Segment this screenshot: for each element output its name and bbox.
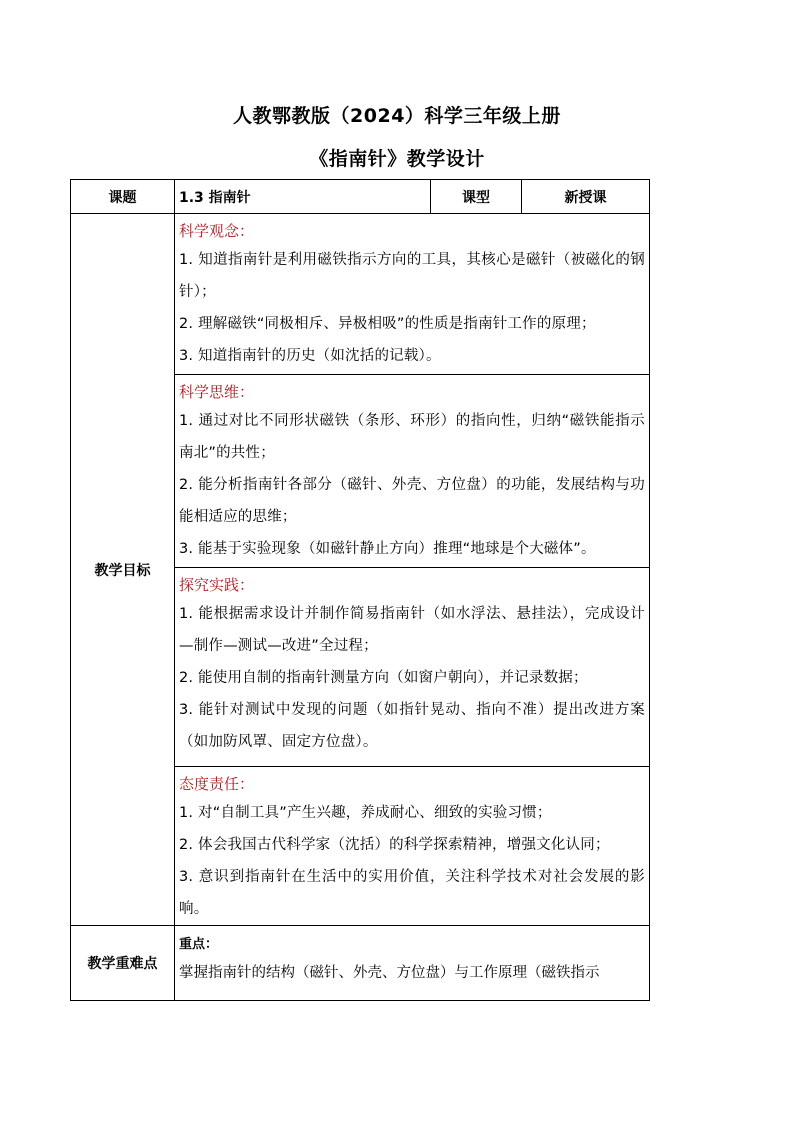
- list-item: 1. 对“自制工具”产生兴趣，养成耐心、细致的实验习惯；: [179, 805, 552, 821]
- list-item: 3. 能针对测试中发现的问题（如指针晃动、指向不准）提出改进方案（如加防风罩、固定方位盘）。: [179, 702, 645, 750]
- section-heading: 科学观念：: [179, 222, 255, 240]
- list-item: 3. 能基于实验现象（如磁针静止方向）推理“地球是个大磁体”。: [179, 541, 596, 557]
- lesson-plan-table: [70, 179, 650, 1001]
- list-item: 3. 意识到指南针在生活中的实用价值，关注科学技术对社会发展的影响。: [179, 869, 645, 917]
- key-points-cell: [175, 926, 650, 1001]
- key-points-row: [71, 926, 650, 1001]
- list-item: 2. 体会我国古代科学家（沈括）的科学探索精神，增强文化认同；: [179, 837, 610, 853]
- type-value: 新授课: [522, 180, 650, 214]
- section-attitude-responsibility: [175, 767, 650, 926]
- section-heading: 科学思维：: [179, 383, 255, 401]
- list-item: 2. 理解磁铁“同极相斥、异极相吸”的性质是指南针工作的原理；: [179, 316, 596, 332]
- key-points-heading: 重点：: [179, 937, 219, 952]
- section-heading: 探究实践：: [179, 576, 255, 594]
- objectives-row-science-concepts: [71, 214, 650, 375]
- list-item: 1. 通过对比不同形状磁铁（条形、环形）的指向性，归纳“磁铁能指示南北”的共性；: [179, 413, 645, 461]
- topic-value: 1.3 指南针: [175, 180, 431, 214]
- document-subtitle: 《指南针》教学设计: [309, 148, 485, 170]
- list-item: 2. 能分析指南针各部分（磁针、外壳、方位盘）的功能，发展结构与功能相适应的思维；: [179, 477, 645, 525]
- objectives-label: 教学目标: [71, 214, 175, 926]
- topic-label: 课题: [71, 180, 175, 214]
- list-item: 1. 知道指南针是利用磁铁指示方向的工具，其核心是磁针（被磁化的钢针）；: [179, 252, 645, 300]
- list-item: 1. 能根据需求设计并制作简易指南针（如水浮法、悬挂法），完成设计—制作—测试—改进”全过程；: [179, 606, 645, 654]
- list-item: 2. 能使用自制的指南针测量方向（如窗户朝向），并记录数据；: [179, 670, 588, 686]
- section-heading: 态度责任：: [179, 775, 255, 793]
- section-science-thinking: [175, 375, 650, 568]
- key-points-label: 教学重难点: [71, 926, 175, 1001]
- document-title: 人教鄂教版（2024）科学三年级上册: [233, 105, 561, 127]
- section-science-concepts: [175, 214, 650, 375]
- list-item: 3. 知道指南针的历史（如沈括的记载）。: [179, 348, 441, 364]
- type-label: 课型: [431, 180, 522, 214]
- section-inquiry-practice: [175, 568, 650, 767]
- key-points-text: 掌握指南针的结构（磁针、外壳、方位盘）与工作原理（磁铁指示: [179, 965, 600, 981]
- topic-row: [71, 180, 650, 214]
